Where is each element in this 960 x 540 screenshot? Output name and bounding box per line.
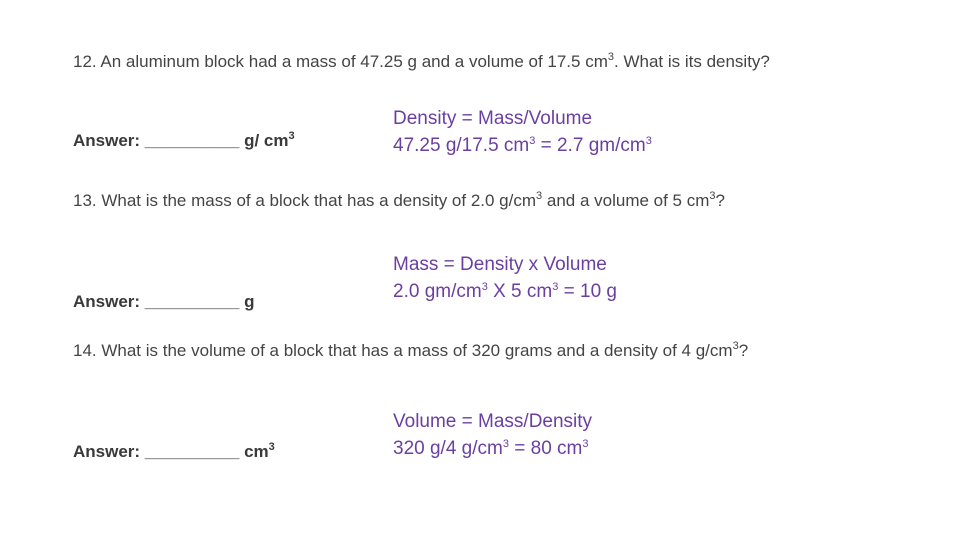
solution-14 — [393, 408, 592, 462]
question-text: . What is its density? — [614, 52, 770, 71]
question-text: and a volume of 5 cm — [542, 191, 710, 210]
superscript: 3 — [552, 281, 559, 293]
question-14 — [73, 341, 748, 361]
superscript: 3 — [502, 438, 509, 450]
superscript: 3 — [268, 441, 275, 453]
answer-label: Answer: __________ cm — [73, 442, 269, 461]
question-text: 13. What is the mass of a block that has a density of 2.0 g/cm — [73, 191, 537, 210]
solution-formula: Volume = Mass/Density — [393, 411, 593, 432]
solution-12 — [393, 105, 652, 159]
calc-part: 2.0 gm/cm — [393, 281, 482, 302]
question-text: ? — [738, 341, 749, 360]
question-12 — [73, 52, 770, 72]
question-text: ? — [715, 191, 725, 210]
solution-calculation — [393, 435, 592, 462]
calc-part: = 10 g — [558, 281, 617, 302]
superscript: 3 — [582, 438, 589, 450]
calc-part: 47.25 g/17.5 cm — [393, 135, 530, 156]
superscript: 3 — [645, 135, 652, 147]
solution-formula: Density = Mass/Volume — [393, 108, 593, 129]
answer-line-13 — [73, 292, 254, 312]
question-text: 14. What is the volume of a block that has a mass of 320 grams and a density of 4 g/cm — [73, 341, 733, 360]
answer-line-12 — [73, 131, 295, 151]
calc-part: X 5 cm — [487, 281, 553, 302]
solution-formula: Mass = Density x Volume — [393, 254, 607, 275]
solution-calculation — [393, 132, 652, 159]
calc-part: = 2.7 gm/cm — [535, 135, 646, 156]
superscript: 3 — [288, 130, 295, 142]
superscript: 3 — [481, 281, 488, 293]
solution-13 — [393, 251, 617, 305]
question-text: 12. An aluminum block had a mass of 47.25 g and a volume of 17.5 cm — [73, 52, 608, 71]
answer-label: Answer: __________ g/ cm — [73, 131, 289, 150]
answer-line-14 — [73, 442, 275, 462]
calc-part: = 80 cm — [508, 438, 583, 459]
answer-label: Answer: __________ g — [73, 292, 255, 311]
superscript: 3 — [536, 190, 543, 202]
superscript: 3 — [732, 340, 739, 352]
question-13 — [73, 191, 725, 211]
solution-calculation — [393, 278, 617, 305]
superscript: 3 — [709, 190, 716, 202]
calc-part: 320 g/4 g/cm — [393, 438, 503, 459]
superscript: 3 — [529, 135, 536, 147]
superscript: 3 — [607, 51, 614, 63]
